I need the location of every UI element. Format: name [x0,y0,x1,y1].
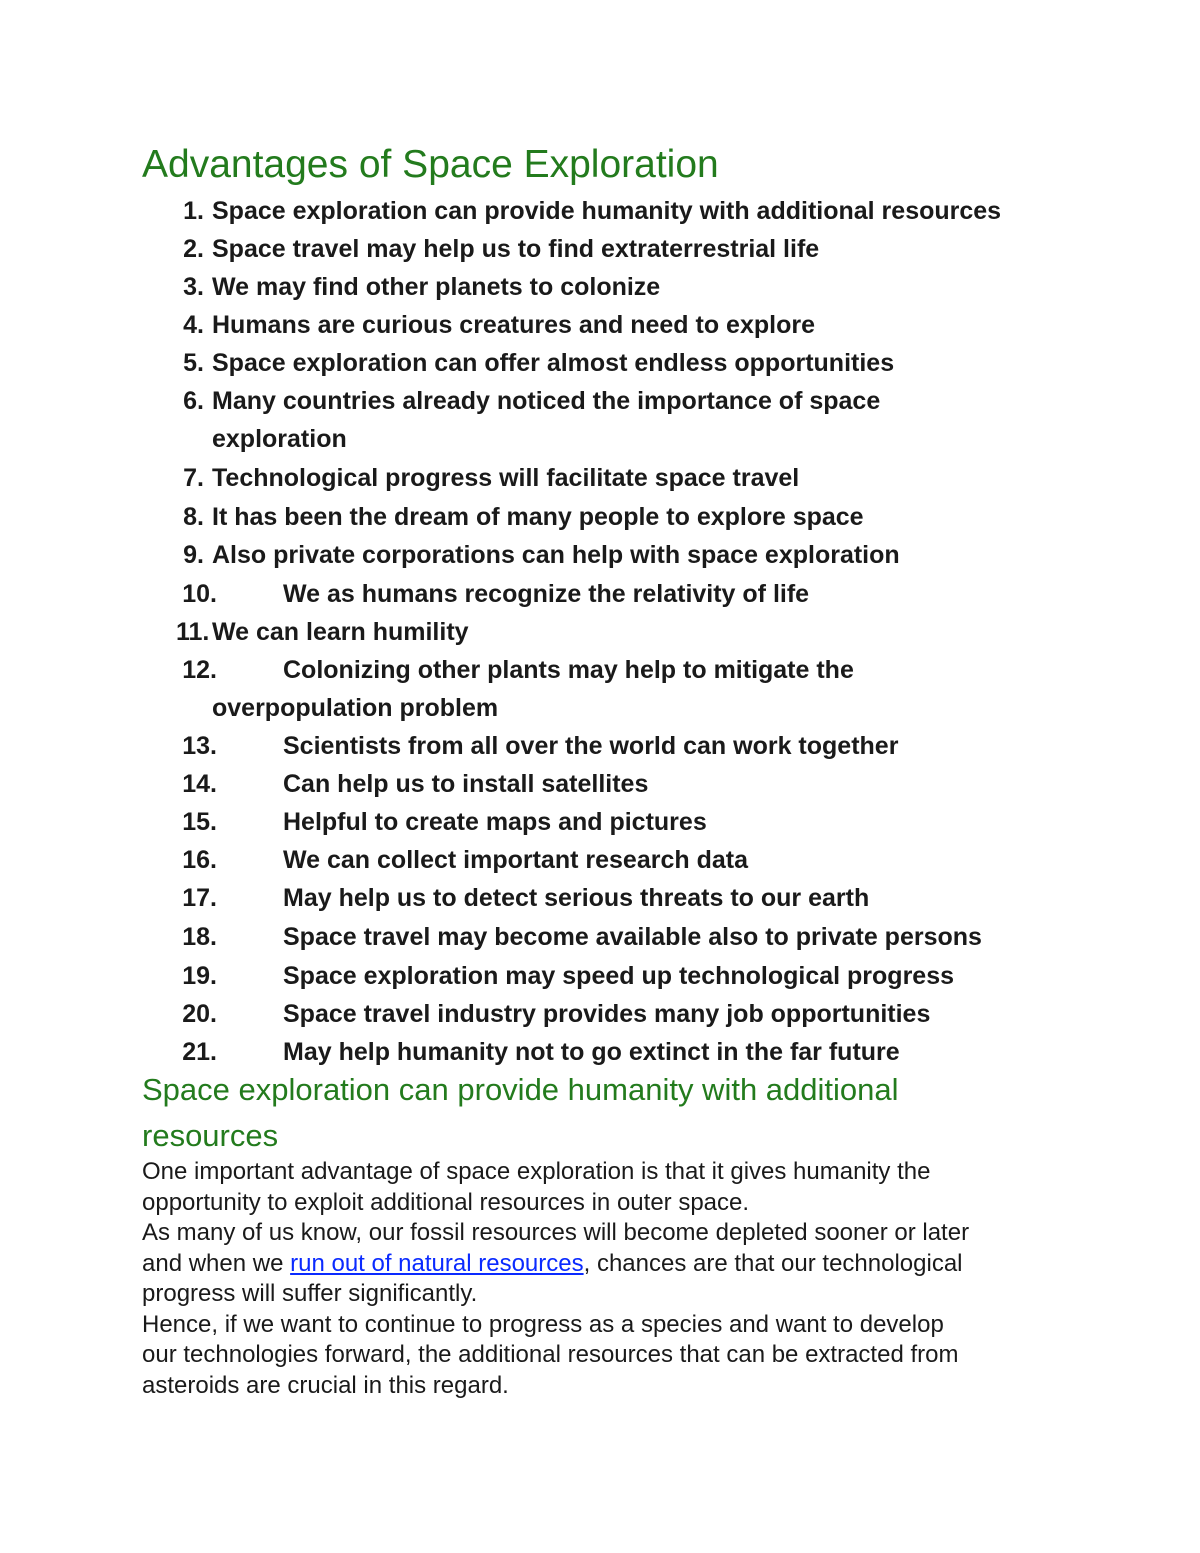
page-title: Advantages of Space Exploration [142,143,719,186]
list-item: 8. It has been the dream of many people to explore space [183,503,864,531]
list-item: 14. Can help us to install satellites [182,770,649,798]
list-item: 6. Many countries already noticed the importance of space exploration [183,387,881,453]
list-item: 17. May help us to detect serious threats to our earth [182,884,870,912]
paragraph-line: progress will suffer significantly. [142,1280,478,1307]
paragraph-line-with-link: and when we run out of natural resources, chances are that our technological [142,1250,963,1277]
list-item: 2. Space travel may help us to find extraterrestrial life [183,235,820,263]
list-item: 15. Helpful to create maps and pictures [182,808,707,836]
list-item: 21. May help humanity not to go extinct in the far future [182,1038,900,1066]
list-item: 13. Scientists from all over the world can work together [182,732,899,760]
list-item: 5. Space exploration can offer almost endless opportunities [183,349,895,377]
list-item: 9. Also private corporations can help with space exploration [183,541,900,569]
paragraph-line: asteroids are crucial in this regard. [142,1372,509,1399]
section-heading: Space exploration can provide humanity with additional [142,1072,899,1107]
list-item: 7. Technological progress will facilitate space travel [183,464,800,492]
section-heading-continued: resources [142,1118,279,1153]
list-item: 18. Space travel may become available also to private persons [182,923,982,951]
paragraph-line: Hence, if we want to continue to progress as a species and want to develop [142,1311,944,1338]
list-item: 10. We as humans recognize the relativity of life [182,580,810,608]
paragraph-line: opportunity to exploit additional resources in outer space. [142,1189,750,1216]
paragraph-line: As many of us know, our fossil resources will become depleted sooner or later [142,1219,970,1246]
paragraph-line: One important advantage of space exploration is that it gives humanity the [142,1158,931,1185]
natural-resources-link[interactable]: run out of natural resources [290,1250,584,1277]
list-item: 19. Space exploration may speed up technological progress [182,962,955,990]
list-item: 1. Space exploration can provide humanity with additional resources [183,197,1002,225]
list-item: 16. We can collect important research data [182,846,748,874]
list-item: 20. Space travel industry provides many job opportunities [182,1000,931,1028]
list-item: 3. We may find other planets to colonize [183,273,661,301]
list-item: 12. Colonizing other plants may help to mitigate the overpopulation problem [182,656,854,722]
paragraph-line: our technologies forward, the additional resources that can be extracted from [142,1341,959,1368]
list-item: 4. Humans are curious creatures and need to explore [183,311,815,339]
list-item: 11. We can learn humility [176,618,469,646]
